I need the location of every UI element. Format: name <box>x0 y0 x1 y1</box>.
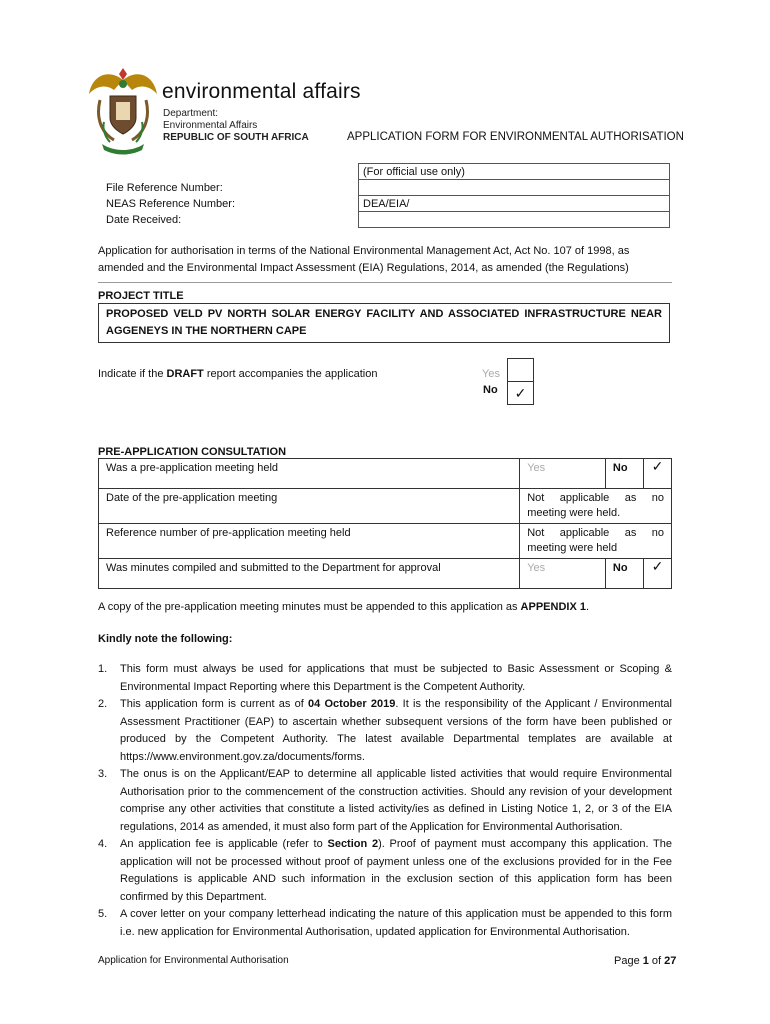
table-row <box>99 524 672 559</box>
project-title-box: PROPOSED VELD PV NORTH SOLAR ENERGY FACILITY AND ASSOCIATED INFRASTRUCTURE NEAR AGGENEYS IN THE NORTHERN CAPE <box>98 303 670 343</box>
row-label: Was a pre-application meeting held <box>99 459 520 489</box>
footer-document-title: Application for Environmental Authorisation <box>98 955 289 966</box>
file-reference-field[interactable] <box>359 180 670 196</box>
country-line: REPUBLIC OF SOUTH AFRICA <box>163 132 309 143</box>
list-number: 3. <box>98 768 108 780</box>
checkmark-icon[interactable]: ✓ <box>644 459 672 489</box>
official-use-table <box>358 163 670 228</box>
row-label: Date of the pre-application meeting <box>99 489 520 524</box>
coat-of-arms-icon <box>86 66 160 156</box>
department-block <box>163 108 309 144</box>
list-text: ). Proof of payment must accompany this application. The application will not be processed without proof of payment unless one of the exclusions provided for in the Fee Regulations is applicable AND such information in the exclusion section of this application form has been confirmed by this Department. <box>120 838 673 903</box>
draft-question-bold: DRAFT <box>166 368 204 380</box>
official-use-label: (For official use only) <box>359 164 670 180</box>
table-row <box>99 489 672 524</box>
list-item <box>98 661 672 696</box>
appendix-note-text: . <box>585 601 590 613</box>
row-value[interactable]: Not applicable as no meeting were held. <box>520 489 672 524</box>
table-row <box>99 559 672 589</box>
divider <box>98 282 672 283</box>
list-text: . It is the responsibility of the Applicant / Environmental Assessment Practitioner (EAP) to ascertain whether subsequent versions of the form have been published or produced by the Competent Authority. The latest available Departmental templates are available at https://www.environment.gov.za/documents/forms. <box>120 698 672 763</box>
department-line: Environmental Affairs <box>163 120 258 131</box>
row-label: Reference number of pre-application meeting held <box>99 524 520 559</box>
appendix-note <box>98 601 589 613</box>
page-of: of <box>648 955 665 967</box>
date-received-field[interactable] <box>359 212 670 228</box>
form-title: APPLICATION FORM FOR ENVIRONMENTAL AUTHORISATION <box>347 131 684 143</box>
list-text-bold: 04 October 2019 <box>308 698 396 710</box>
draft-yes-checkbox[interactable] <box>508 359 534 382</box>
file-reference-label: File Reference Number: <box>106 182 223 194</box>
list-text: This application form is current as of <box>120 698 309 710</box>
row-label: Was minutes compiled and submitted to the Department for approval <box>99 559 520 589</box>
pre-application-table <box>98 458 672 589</box>
list-number: 1. <box>98 663 108 675</box>
neas-reference-label: NEAS Reference Number: <box>106 198 235 210</box>
draft-question <box>98 368 377 380</box>
draft-no-label: No <box>483 384 498 396</box>
brand-name: environmental affairs <box>162 80 361 103</box>
no-option[interactable]: No <box>605 559 643 589</box>
page-number <box>614 955 676 967</box>
list-number: 5. <box>98 908 108 920</box>
list-number: 2. <box>98 698 108 710</box>
intro-paragraph: Application for authorisation in terms of the National Environmental Management Act, Act No. 107 of 1998, as amended and the Environmental Impact Assessment (EIA) Regulations, 2014, as amended (the Regulations) <box>98 245 630 274</box>
neas-reference-field[interactable]: DEA/EIA/ <box>359 196 670 212</box>
appendix-note-bold: APPENDIX 1 <box>520 601 586 613</box>
checkmark-icon[interactable]: ✓ <box>644 559 672 589</box>
no-option[interactable]: No <box>605 459 643 489</box>
draft-question-text: Indicate if the <box>98 368 167 380</box>
page-label: Page <box>614 955 643 967</box>
draft-yes-label: Yes <box>482 368 500 380</box>
yes-option[interactable]: Yes <box>520 559 606 589</box>
list-text-bold: Section 2 <box>327 838 379 850</box>
yes-option[interactable]: Yes <box>520 459 606 489</box>
draft-checkbox-table <box>507 358 534 405</box>
list-text: A cover letter on your company letterhead indicating the nature of this application must be appended to this form i.e. new application for Environmental Authorisation, updated application for Environmental Authorisation. <box>120 908 672 938</box>
list-item <box>98 906 672 941</box>
appendix-note-text: A copy of the pre-application meeting minutes must be appended to this application as <box>98 601 521 613</box>
page-total: 27 <box>664 955 677 967</box>
list-item <box>98 696 672 766</box>
draft-no-checkbox[interactable]: ✓ <box>508 382 534 405</box>
list-number: 4. <box>98 838 108 850</box>
list-text: This form must always be used for applications that must be subjected to Basic Assessment or Scoping & Environmental Impact Reporting where this Department is the Competent Authority. <box>120 663 672 693</box>
draft-question-text: report accompanies the application <box>203 368 378 380</box>
list-item <box>98 836 672 906</box>
list-text: An application fee is applicable (refer to <box>120 838 328 850</box>
table-row <box>99 459 672 489</box>
pre-application-heading: PRE-APPLICATION CONSULTATION <box>98 446 287 458</box>
kindly-note-heading: Kindly note the following: <box>98 633 233 645</box>
row-value[interactable]: Not applicable as no meeting were held <box>520 524 672 559</box>
list-item <box>98 766 672 836</box>
reference-labels <box>106 180 235 228</box>
project-title-heading: PROJECT TITLE <box>98 290 184 302</box>
date-received-label: Date Received: <box>106 214 182 226</box>
notes-list <box>98 661 672 941</box>
page-current: 1 <box>642 955 649 967</box>
list-text: The onus is on the Applicant/EAP to determine all applicable listed activities that would require Environmental Authorisation prior to the commencement of the construction activities. Should any revision of your development comprise any other activities that constitute a listed activity/ies as defined in Listing Notice 1, 2, or 3 of the EIA regulations, 2014 as amended, it must also form part of the Application for Environmental Authorisation. <box>120 768 672 833</box>
department-line: Department: <box>163 108 219 119</box>
